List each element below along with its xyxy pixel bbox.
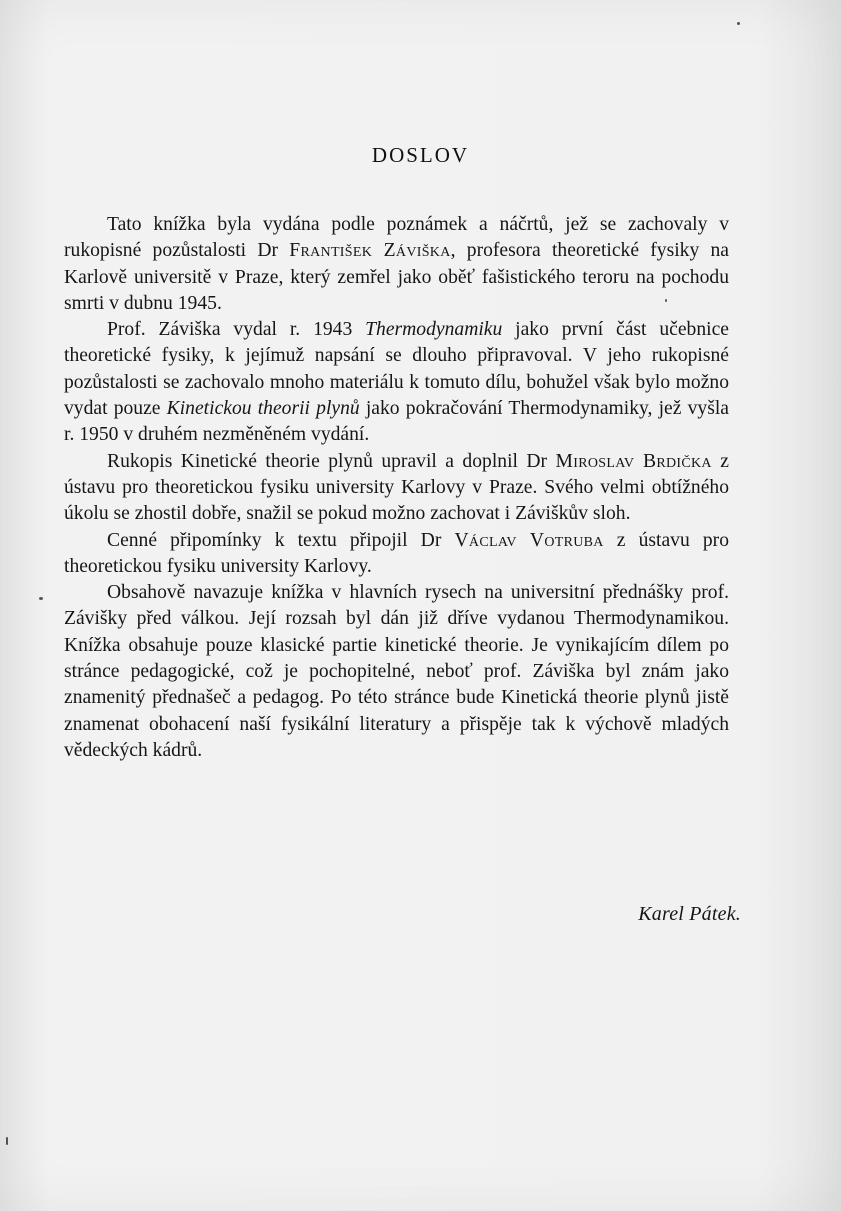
paragraph-text: Prof. Záviška vydal r. 1943	[107, 319, 366, 341]
scan-speck	[737, 22, 740, 25]
paragraph-4	[64, 528, 729, 581]
paragraph-text: Cenné připomínky k textu připojil Dr	[107, 529, 455, 551]
paragraph-text: , profesora theoretické fysiky na Karlově universitě v Praze, který zemřel jako oběť fašistického teroru na pochodu smrti v dubnu 1945.	[64, 240, 729, 314]
paragraph-2	[64, 317, 729, 448]
paragraph-text: jako pokračování Thermodynamiky, jež vyšla r. 1950 v druhém nezměněném vydání.	[64, 398, 729, 446]
paragraph-text: jako první část učebnice theoretické fysiky, k jejímuž napsání se dlouho připravoval. V jeho rukopisné pozůstalosti se zachovalo mnoho materiálu k tomuto dílu, bohužel však bylo možno vydat pouze	[64, 319, 729, 420]
page-title: DOSLOV	[371, 143, 470, 167]
author-signature: Karel Pátek.	[638, 903, 741, 925]
italic-title: Kinetickou theorii plynů	[166, 398, 360, 420]
scan-speck	[39, 597, 43, 600]
person-name: František Záviška	[289, 240, 451, 262]
paragraph-3	[64, 449, 729, 528]
paragraph-text: Rukopis Kinetické theorie plynů upravil a doplnil Dr	[107, 450, 556, 472]
paragraph-text: z ústavu pro theoretickou fysiku university Karlovy.	[64, 529, 729, 577]
italic-title: Thermodynamiku	[365, 319, 503, 341]
scan-speck	[6, 1137, 8, 1145]
paragraph-text: z ústavu pro theoretickou fysiku university Karlovy v Praze. Svého velmi obtížného úkolu se zhostil dobře, snažil se pokud možno zachovat i Záviškův sloh.	[64, 450, 729, 525]
paragraph-1	[64, 212, 729, 317]
paragraph-text: Tato knížka byla vydána podle poznámek a náčrtů, jež se zachovaly v rukopisné pozůstalosti Dr	[64, 214, 729, 262]
paragraph-text: Obsahově navazuje knížka v hlavních rysech na universitní přednášky prof. Závišky před válkou. Její rozsah byl dán již dříve vydanou Thermodynamikou. Knížka obsahuje pouze klasické partie kinetické theorie. Je vynikajícím dílem po stránce pedagogické, což je pochopitelné, neboť prof. Záviška byl znám jako znamenitý přednašeč a pedagog. Po této stránce bude Kinetická theorie plynů jistě znamenat obohacení naší fysikální literatury a přispěje tak k výchově mladých vědeckých kádrů.	[64, 582, 729, 761]
person-name: Miroslav Brdička	[555, 450, 712, 472]
person-name: Václav Votruba	[454, 529, 604, 551]
paragraph-5	[64, 580, 729, 764]
afterword-body	[64, 212, 729, 764]
